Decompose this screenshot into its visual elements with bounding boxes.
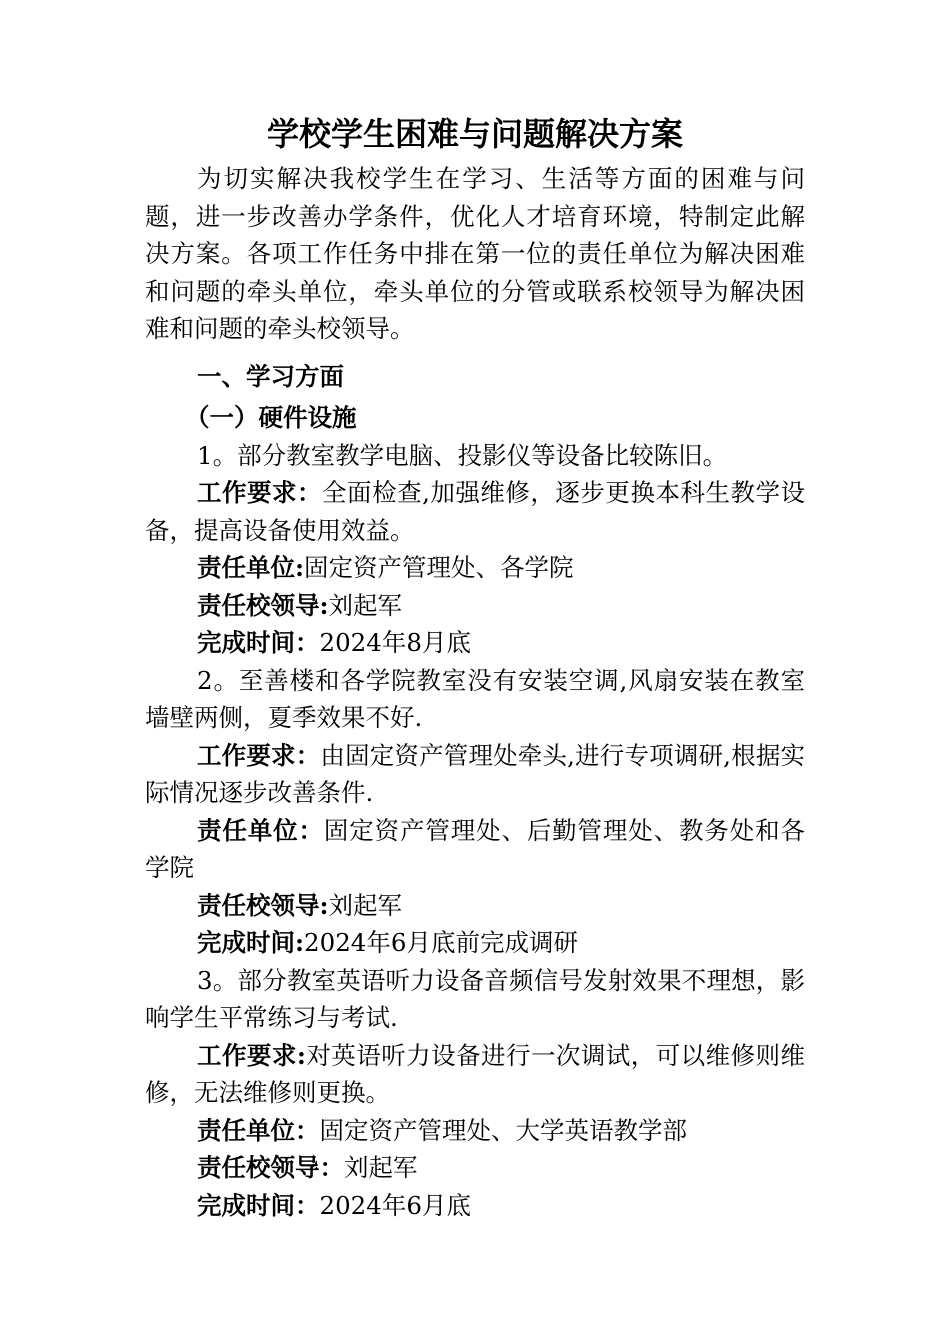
intro-paragraph: 为切实解决我校学生在学习、生活等方面的困难与问题，进一步改善办学条件，优化人才培育环境，特制定此解决方案。各项工作任务中排在第一位的责任单位为解决困难和问题的牵头单位，牵头单位的分管或联系校领导为解决困难和问题的牵头校领导。 xyxy=(145,164,805,343)
section-heading-learning: 一、学习方面 xyxy=(197,361,344,391)
leader-text: 刘起军 xyxy=(328,590,403,620)
deadline-label: 完成时间： xyxy=(197,628,320,657)
requirement-text: 对英语听力设备进行一次调试，可以维修则维修，无法维修则更换。 xyxy=(145,1040,806,1107)
unit-label: 责任单位: xyxy=(197,553,305,582)
issue-requirement xyxy=(145,737,805,812)
leader-label: 责任校领导： xyxy=(197,1153,344,1182)
issue-problem: 3。部分教室英语听力设备音频信号发射效果不理想，影响学生平常练习与考试. xyxy=(145,965,805,1032)
document-page xyxy=(145,108,805,1224)
leader-label: 责任校领导: xyxy=(197,590,329,620)
issue-leader xyxy=(145,887,805,925)
issue-item-3 xyxy=(145,962,805,1225)
requirement-text: 全面检查,加强维修，逐步更换本科生教学设备，提高设备使用效益。 xyxy=(145,478,805,545)
issue-unit xyxy=(145,1112,805,1150)
issue-deadline xyxy=(145,1187,805,1225)
unit-label: 责任单位： xyxy=(197,815,324,845)
issue-item-2 xyxy=(145,662,805,962)
unit-label: 责任单位： xyxy=(197,1115,320,1145)
issue-problem: 1。部分教室教学电脑、投影仪等设备比较陈旧。 xyxy=(197,440,728,470)
unit-text: 固定资产管理处、后勤管理处、教务处和各学院 xyxy=(145,815,806,882)
requirement-label: 工作要求: xyxy=(197,1040,306,1070)
deadline-text: 2024年6月底 xyxy=(319,1190,471,1220)
subsection-heading-hardware: （一）硬件设施 xyxy=(185,403,357,432)
deadline-text: 2024年6月底前完成调研 xyxy=(304,928,578,957)
leader-text: 刘起军 xyxy=(328,890,403,920)
unit-text: 固定资产管理处、各学院 xyxy=(304,553,574,582)
issue-leader xyxy=(145,1149,805,1187)
issue-leader xyxy=(145,587,805,625)
requirement-label: 工作要求： xyxy=(197,478,323,507)
issue-problem: 2。至善楼和各学院教室没有安装空调,风扇安装在教室墙壁两侧，夏季效果不好. xyxy=(145,665,805,732)
issue-requirement xyxy=(145,474,805,549)
unit-text: 固定资产管理处、大学英语教学部 xyxy=(319,1115,687,1145)
issue-unit xyxy=(145,812,805,887)
leader-text: 刘起军 xyxy=(344,1153,418,1182)
deadline-label: 完成时间: xyxy=(197,928,305,957)
requirement-text: 由固定资产管理处牵头,进行专项调研,根据实际情况逐步改善条件. xyxy=(145,740,806,807)
issue-deadline xyxy=(145,624,805,662)
document-title: 学校学生困难与问题解决方案 xyxy=(266,115,683,153)
deadline-text: 2024年8月底 xyxy=(319,628,471,657)
issue-requirement xyxy=(145,1037,805,1112)
issue-deadline xyxy=(145,924,805,962)
issue-item-1 xyxy=(145,437,805,662)
requirement-label: 工作要求： xyxy=(197,740,321,770)
issue-unit xyxy=(145,549,805,587)
leader-label: 责任校领导: xyxy=(197,890,329,920)
deadline-label: 完成时间： xyxy=(197,1190,320,1220)
